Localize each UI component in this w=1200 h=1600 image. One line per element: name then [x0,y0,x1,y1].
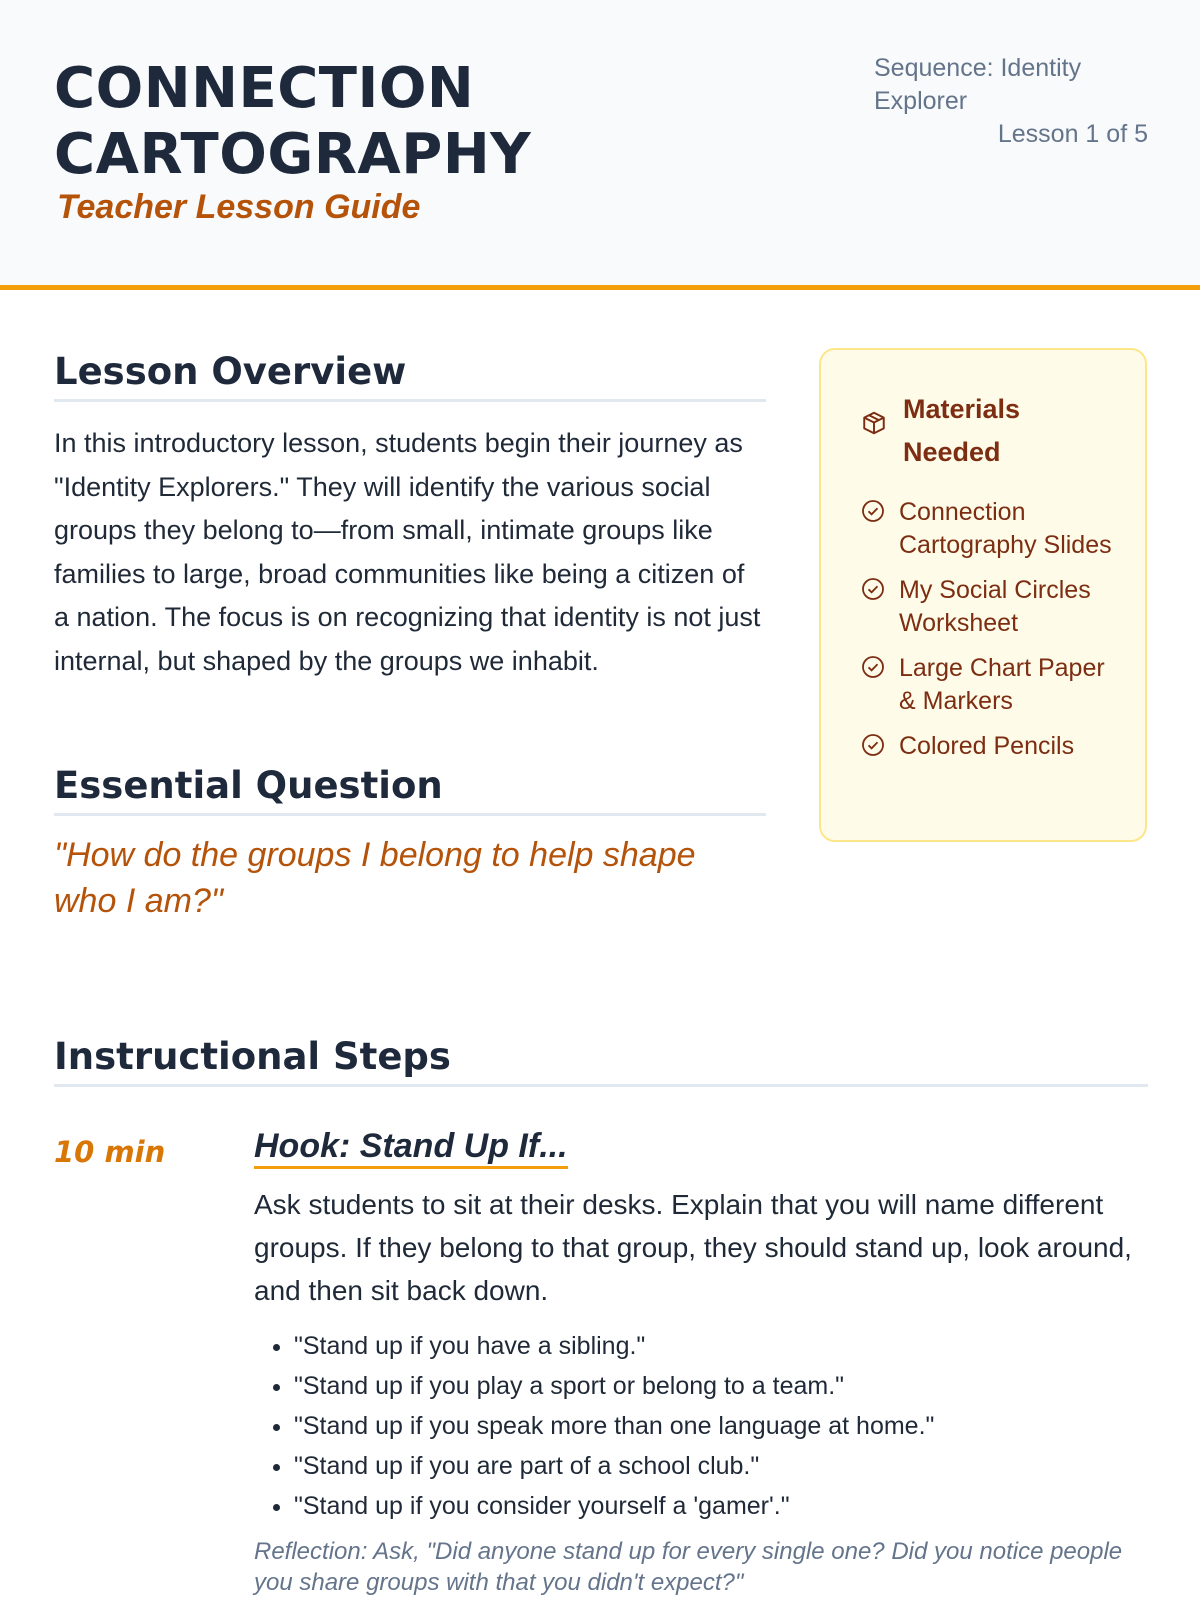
check-circle-icon [861,733,887,762]
lesson-meta [868,52,1148,151]
page-title: CONNECTION CARTOGRAPHY [54,56,532,187]
materials-item: Colored Pencils [861,730,1121,763]
step-reflection: Reflection: Ask, "Did anyone stand up for every single one? Did you notice people you share groups with that you didn't expect?" [254,1538,1123,1596]
essential-question-text: "How do the groups I belong to help shape who I am?" [54,836,696,920]
check-circle-icon [861,577,887,606]
instructional-steps-section [54,1035,1148,1598]
step-duration: 10 min [54,1135,166,1169]
essential-question-heading: Essential Question [54,764,766,816]
essential-question-section [54,764,766,924]
materials-list [861,496,1121,763]
step-body [254,1127,1148,1598]
step-item [54,1127,1148,1598]
package-icon [861,410,889,441]
step-prompt: • "Stand up if you have a sibling." [294,1326,1148,1366]
step-prompt: • "Stand up if you speak more than one language at home." [294,1406,1148,1446]
header [0,0,1200,290]
step-prompt: • "Stand up if you consider yourself a 'gamer'." [294,1486,1148,1526]
instructional-steps-heading: Instructional Steps [54,1035,1148,1087]
lesson-overview-heading: Lesson Overview [54,350,766,402]
lesson-overview-section [54,350,766,683]
check-circle-icon [861,655,887,684]
materials-item: Large Chart Paper & Markers [861,652,1121,718]
page-subtitle: Teacher Lesson Guide [57,188,421,226]
step-prompt: • "Stand up if you are part of a school club." [294,1446,1148,1486]
materials-item: Connection Cartography Slides [861,496,1121,562]
step-prompt-list [254,1326,1148,1526]
step-description: Ask students to sit at their desks. Explain that you will name different groups. If they belong to that group, they should stand up, look around, and then sit back down. [254,1189,1132,1306]
step-prompt: • "Stand up if you play a sport or belong to a team." [294,1366,1148,1406]
lesson-overview-text: In this introductory lesson, students begin their journey as "Identity Explorers." They will identify the various social groups they belong to—from small, intimate groups like families to large, broad communities like being a citizen of a nation. The focus is on recognizing that identity is not just internal, but shaped by the groups we inhabit. [54,428,761,676]
check-circle-icon [861,499,887,528]
materials-title: Materials Needed [903,394,1021,467]
step-title: Hook: Stand Up If... [254,1127,568,1169]
materials-item: My Social Circles Worksheet [861,574,1121,640]
materials-header [861,388,1121,474]
sequence-label: Sequence: Identity Explorer [874,54,1082,115]
lesson-number: Lesson 1 of 5 [997,120,1148,148]
materials-box [819,348,1147,842]
